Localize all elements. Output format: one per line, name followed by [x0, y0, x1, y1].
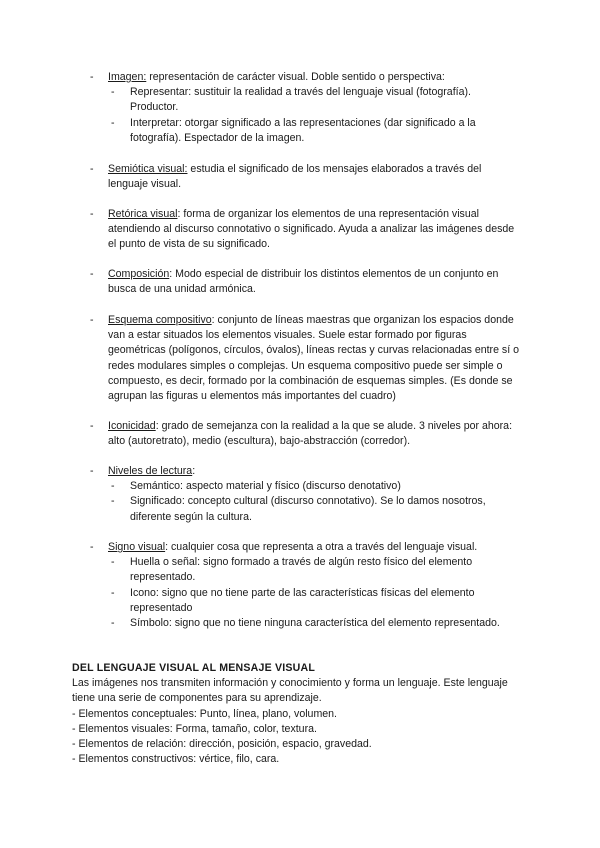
- bullet-text: [108, 70, 520, 85]
- sub-dash: -: [111, 116, 115, 129]
- term: Retórica visual: [108, 208, 178, 220]
- definition: estudia el significado de los mensajes elaborados a través del lenguaje visual.: [108, 163, 482, 191]
- section-line: - Elementos constructivos: vértice, filo, cara.: [72, 753, 280, 766]
- sub-text: Interpretar: otorgar significado a las representaciones (dar significado a la fotografía). Espectador de la imagen.: [130, 116, 476, 144]
- sub-dash: -: [111, 586, 115, 599]
- definition: : conjunto de líneas maestras que organizan los espacios donde van a estar situados los elementos visuales. Suele estar formado por figuras geométricas (polígonos, círculos, óvalos), líneas rectas y curvas relacionadas entre sí o redes modulares simples o complejas. Un esquema compositivo puede ser simple o compuesto, es decir, formado por la combinación de esquemas simples. (Es donde se agrupan las figuras u elementos más importantes del cuadro): [108, 314, 519, 403]
- bullet-dash: -: [90, 268, 94, 280]
- sub-dash: -: [111, 86, 115, 99]
- sub-list: [108, 555, 520, 631]
- sub-list: [108, 85, 520, 146]
- sub-dash: -: [111, 480, 115, 493]
- bullet-dash: -: [90, 541, 94, 553]
- bullet-text: [108, 540, 520, 555]
- bullet-semiotica-visual: [90, 162, 520, 192]
- sub-text: Significado: concepto cultural (discurso connotativo). Se lo damos nosotros, diferente según la cultura.: [130, 495, 486, 523]
- section-line: - Elementos visuales: Forma, tamaño, color, textura.: [72, 722, 317, 735]
- definition: : Modo especial de distribuir los distintos elementos de un conjunto en busca de una unidad armónica.: [108, 268, 499, 296]
- sub-text: Representar: sustituir la realidad a través del lenguaje visual (fotografía). Productor.: [130, 86, 471, 114]
- definition: representación de carácter visual. Doble sentido o perspectiva:: [146, 71, 445, 83]
- sub-item: [108, 616, 520, 631]
- term: Semiótica visual:: [108, 163, 188, 175]
- bullet-dash: -: [90, 420, 94, 432]
- term: Niveles de lectura: [108, 465, 193, 477]
- sub-text: Símbolo: signo que no tiene ninguna característica del elemento representado.: [130, 617, 500, 630]
- bullet-dash: -: [90, 163, 94, 175]
- section-line: - Elementos conceptuales: Punto, línea, plano, volumen.: [72, 707, 338, 720]
- bullet-imagen: [90, 70, 520, 146]
- sub-item: [108, 586, 520, 616]
- sub-item: [108, 116, 520, 146]
- sub-item: [108, 494, 520, 524]
- sub-text: Icono: signo que no tiene parte de las características físicas del elemento representado: [130, 586, 475, 614]
- bullet-dash: -: [90, 314, 94, 326]
- section-line: - Elementos de relación: dirección, posición, espacio, gravedad.: [72, 738, 372, 751]
- definition: : cualquier cosa que representa a otra a través del lenguaje visual.: [165, 541, 478, 553]
- sub-item: [108, 479, 520, 494]
- section-intro: Las imágenes nos transmiten información y conocimiento y forma un lenguaje. Este lenguaje tiene una serie de componentes para su aprendizaje.: [72, 677, 508, 705]
- section-heading: DEL LENGUAJE VISUAL AL MENSAJE VISUAL: [72, 662, 316, 674]
- bullet-text: [108, 419, 520, 449]
- sub-list: [108, 479, 520, 525]
- bullet-text: [108, 207, 520, 253]
- definition: : grado de semejanza con la realidad a la que se alude. 3 niveles por ahora: alto (autoretrato), medio (escultura), bajo-abstracción (corredor).: [108, 420, 513, 448]
- bullet-iconicidad: [90, 419, 520, 449]
- sub-dash: -: [111, 556, 115, 569]
- term: Composición: [108, 268, 170, 280]
- bullet-composicion: [90, 267, 520, 297]
- bullet-text: [108, 464, 520, 479]
- sub-dash: -: [111, 495, 115, 508]
- bullet-text: [108, 313, 520, 404]
- bullet-esquema-compositivo: [90, 313, 520, 404]
- sub-text: Huella o señal: signo formado a través de algún resto físico del elemento representado.: [130, 556, 473, 584]
- sub-item: [108, 555, 520, 585]
- bullet-retorica-visual: [90, 207, 520, 253]
- section-lenguaje-visual: [72, 661, 522, 767]
- bullet-text: [108, 162, 520, 192]
- term: Iconicidad: [108, 420, 156, 432]
- bullet-dash: -: [90, 71, 94, 83]
- definition: : forma de organizar los elementos de una representación visual atendiendo al discurso connotativo o significado. Ayuda a analizar las imágenes desde el punto de vista de su significado.: [108, 208, 515, 251]
- sub-dash: -: [111, 617, 115, 630]
- sub-text: Semántico: aspecto material y físico (discurso denotativo): [130, 480, 401, 493]
- sub-item: [108, 85, 520, 115]
- bullet-text: [108, 267, 520, 297]
- bullet-signo-visual: [90, 540, 520, 631]
- term: Signo visual: [108, 541, 166, 553]
- bullet-niveles-de-lectura: [90, 464, 520, 525]
- term: Imagen:: [108, 71, 147, 83]
- definition: :: [192, 465, 196, 477]
- term: Esquema compositivo: [108, 314, 212, 326]
- bullet-dash: -: [90, 465, 94, 477]
- bullet-dash: -: [90, 208, 94, 220]
